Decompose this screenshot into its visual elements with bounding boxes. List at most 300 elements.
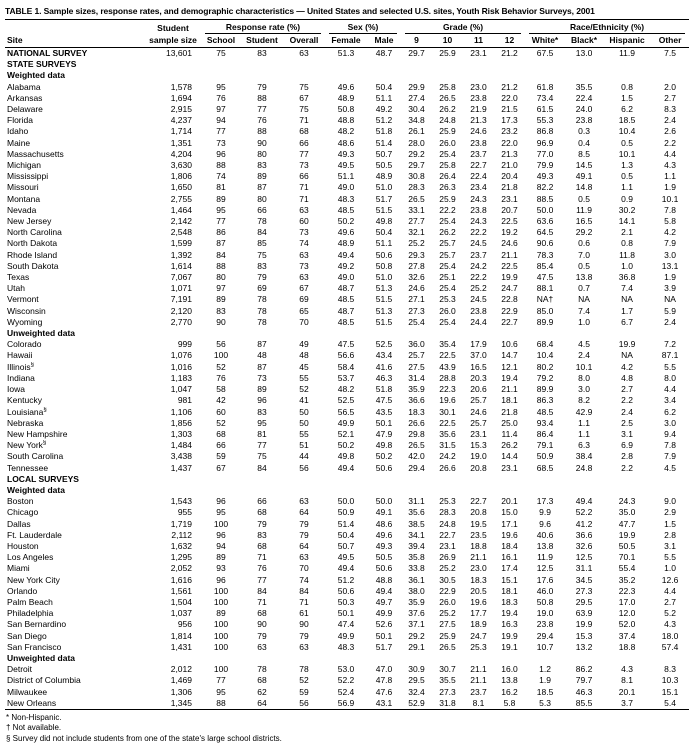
value-cell: 20.3 (470, 372, 487, 383)
value-cell: 22.0 (501, 137, 518, 148)
value-cell: 19.9 (501, 630, 518, 641)
site-cell: Idaho (7, 126, 29, 137)
value-cell: 66 (257, 204, 267, 215)
value-cell: 23.8 (470, 305, 487, 316)
value-cell: 48.2 (337, 384, 355, 395)
value-cell: 29.5 (575, 596, 593, 607)
value-cell: 100 (213, 518, 229, 529)
column-group-label: Race/Ethnicity (%) (529, 22, 685, 34)
value-cell: 10.4 (536, 350, 554, 361)
value-cell: 65 (299, 305, 309, 316)
value-cell: 63 (299, 272, 309, 283)
value-cell: 2.2 (621, 395, 633, 406)
site-cell: Palm Beach (7, 596, 53, 607)
site-cell: Miami (7, 563, 30, 574)
value-cell: 26.5 (408, 440, 425, 451)
value-cell: 36.0 (408, 339, 425, 350)
value-cell: 75 (257, 451, 267, 462)
site-cell: Hawaii (7, 350, 33, 361)
site-cell: Ft. Lauderdale (7, 529, 62, 540)
value-cell: 52.1 (337, 428, 355, 439)
value-cell: 42 (216, 395, 226, 406)
site-cell: Vermont (7, 294, 39, 305)
value-cell: 38.0 (408, 585, 425, 596)
value-cell: 50.2 (375, 451, 393, 462)
value-cell: 1,106 (170, 406, 192, 417)
value-cell: 49.6 (337, 81, 355, 92)
value-cell: 31.1 (575, 563, 593, 574)
footnote-marker: § (42, 440, 47, 447)
value-cell: 49.9 (337, 417, 355, 428)
value-cell: 10.6 (501, 339, 518, 350)
site-cell: Mississippi (7, 171, 49, 182)
value-cell: 24.4 (470, 316, 487, 327)
section-label: STATE SURVEYS (7, 59, 77, 70)
value-cell: 25.7 (470, 395, 487, 406)
value-cell: 50.0 (337, 496, 355, 507)
value-cell: 70 (299, 563, 309, 574)
value-cell: 68 (257, 507, 267, 518)
value-cell: 50.5 (618, 540, 636, 551)
value-cell: 25.3 (439, 496, 456, 507)
value-cell: 37.1 (408, 619, 425, 630)
value-cell: 26.5 (408, 193, 425, 204)
value-cell: 23.8 (575, 115, 593, 126)
column-header: Site (5, 34, 145, 48)
value-cell: 19.6 (501, 529, 518, 540)
value-cell: 2.7 (621, 384, 633, 395)
value-cell: 89 (216, 294, 226, 305)
value-cell: 94 (216, 115, 226, 126)
value-cell: 15.3 (470, 440, 487, 451)
value-cell: 13,601 (166, 48, 192, 58)
value-cell: NA (664, 294, 676, 305)
value-cell: 25.4 (439, 260, 456, 271)
value-cell: 18.3 (470, 574, 487, 585)
value-cell: 16.0 (501, 664, 518, 675)
value-cell: 50.1 (375, 630, 393, 641)
value-cell: 34.5 (575, 574, 593, 585)
value-cell: 3.0 (578, 384, 590, 395)
value-cell: 51.8 (375, 126, 393, 137)
value-cell: 74 (299, 574, 309, 585)
value-cell: 23.7 (470, 686, 487, 697)
value-cell: 80 (216, 272, 226, 283)
value-cell: 28.8 (439, 372, 456, 383)
table-row (5, 664, 689, 675)
value-cell: 2,120 (170, 305, 192, 316)
value-cell: 7.5 (664, 48, 676, 58)
value-cell: 19.5 (470, 518, 487, 529)
site-cell: NATIONAL SURVEY (7, 48, 88, 58)
value-cell: 77 (216, 216, 226, 227)
value-cell: 29.2 (575, 227, 593, 238)
value-cell: 24.3 (618, 496, 636, 507)
column-header: Other (651, 34, 689, 48)
value-cell: 83 (257, 160, 267, 171)
value-cell: 21.1 (470, 552, 487, 563)
value-cell: 27.8 (408, 260, 425, 271)
value-cell: 51.3 (375, 305, 393, 316)
value-cell: 63 (299, 641, 309, 652)
value-cell: 87 (257, 182, 267, 193)
value-cell: 19.9 (501, 272, 518, 283)
footnotes (5, 710, 689, 745)
value-cell: 0.7 (578, 283, 590, 294)
value-cell: 49.8 (375, 216, 393, 227)
value-cell: 18.3 (501, 596, 518, 607)
value-cell: 25.7 (439, 249, 456, 260)
value-cell: 3.7 (621, 697, 633, 708)
footnote-marker: § (30, 361, 34, 368)
value-cell: 10.1 (661, 193, 679, 204)
value-cell: 88.1 (536, 283, 554, 294)
value-cell: 1.1 (664, 171, 676, 182)
column-header: 12 (494, 34, 525, 48)
value-cell: 50.5 (375, 552, 393, 563)
value-cell: 48.7 (337, 305, 355, 316)
value-cell: 84 (257, 227, 267, 238)
table-row (5, 698, 689, 710)
value-cell: 4,204 (170, 148, 192, 159)
value-cell: 23.7 (470, 249, 487, 260)
value-cell: NA (621, 350, 633, 361)
value-cell: 21.3 (501, 148, 518, 159)
value-cell: 1.1 (578, 417, 590, 428)
value-cell: 36.1 (408, 574, 425, 585)
value-cell: 52.5 (337, 395, 355, 406)
value-cell: 13.8 (536, 540, 554, 551)
value-cell: 1,437 (170, 462, 192, 473)
table-row (5, 93, 689, 104)
value-cell: 100 (213, 641, 229, 652)
value-cell: 1,183 (170, 372, 192, 383)
value-cell: 9.9 (539, 507, 551, 518)
value-cell: 1,806 (170, 171, 192, 182)
value-cell: 1,047 (170, 384, 192, 395)
value-cell: 24.0 (575, 104, 593, 115)
value-cell: 87 (257, 339, 267, 350)
value-cell: 48.5 (337, 204, 355, 215)
value-cell: 7.9 (664, 238, 676, 249)
value-cell: 22.5 (439, 350, 456, 361)
value-cell: 10.1 (618, 148, 636, 159)
site-cell: Arkansas (7, 92, 43, 103)
value-cell: 63.9 (575, 608, 593, 619)
value-cell: 24.6 (501, 238, 518, 249)
value-cell: 49.1 (575, 171, 593, 182)
site-cell: Wisconsin (7, 305, 46, 316)
value-cell: 1,719 (170, 518, 192, 529)
value-cell: 49.1 (375, 507, 393, 518)
value-cell: 48 (257, 350, 267, 361)
value-cell: 1.1 (621, 182, 633, 193)
value-cell: 63 (299, 48, 309, 58)
value-cell: 7.0 (578, 249, 590, 260)
value-cell: 77 (216, 675, 226, 686)
value-cell: 15.1 (501, 574, 518, 585)
value-cell: 3.0 (664, 249, 676, 260)
value-cell: 10.1 (575, 361, 593, 372)
value-cell: 50.7 (337, 540, 355, 551)
value-cell: 1,076 (170, 350, 192, 361)
value-cell: 11.8 (619, 249, 635, 260)
value-cell: 17.7 (470, 608, 487, 619)
value-cell: 13.8 (575, 272, 593, 283)
value-cell: 2,052 (170, 563, 192, 574)
value-cell: 4.4 (664, 585, 676, 596)
value-cell: 49.6 (375, 529, 393, 540)
column-group-header (201, 20, 325, 35)
value-cell: 26.0 (439, 596, 456, 607)
value-cell: 1,306 (170, 686, 192, 697)
value-cell: 23.8 (536, 619, 554, 630)
value-cell: 50.1 (375, 417, 393, 428)
value-cell: 18.9 (470, 619, 487, 630)
value-cell: 4.3 (621, 664, 633, 675)
value-cell: 85.0 (536, 305, 554, 316)
value-cell: 25.2 (439, 608, 456, 619)
value-cell: 14.4 (501, 451, 518, 462)
value-cell: 50.9 (536, 451, 554, 462)
value-cell: 1,464 (170, 204, 192, 215)
value-cell: 67 (299, 92, 309, 103)
value-cell: 93 (216, 563, 226, 574)
value-cell: 30.8 (408, 171, 425, 182)
value-cell: 51.4 (337, 518, 355, 529)
site-cell: Colorado (7, 339, 42, 350)
value-cell: 52 (216, 417, 226, 428)
value-cell: 19.0 (470, 451, 487, 462)
value-cell: 28.3 (408, 182, 425, 193)
value-cell: 51.2 (337, 574, 355, 585)
value-cell: 28.3 (439, 507, 456, 518)
value-cell: 78 (257, 216, 267, 227)
value-cell: 32.4 (408, 686, 425, 697)
value-cell: 68 (299, 126, 309, 137)
value-cell: 48.3 (337, 641, 355, 652)
value-cell: 24.3 (470, 216, 487, 227)
value-cell: 79 (299, 529, 309, 540)
value-cell: 42.9 (575, 406, 593, 417)
value-cell: 24.2 (439, 451, 456, 462)
value-cell: 1,650 (170, 182, 192, 193)
value-cell: 12.5 (536, 563, 554, 574)
value-cell: 1.5 (664, 518, 676, 529)
value-cell: 24.7 (470, 630, 487, 641)
value-cell: 25.7 (439, 238, 456, 249)
value-cell: 51 (299, 440, 309, 451)
value-cell: 51.1 (375, 238, 393, 249)
value-cell: 35.4 (439, 339, 456, 350)
value-cell: 43.1 (375, 697, 393, 708)
value-cell: 21.1 (470, 664, 487, 675)
value-cell: 49.4 (375, 585, 393, 596)
value-cell: 3.9 (664, 283, 676, 294)
column-header: 9 (401, 34, 432, 48)
value-cell: 4.2 (621, 361, 633, 372)
value-cell: 90 (216, 316, 226, 327)
value-cell: 20.7 (501, 204, 518, 215)
value-cell: 50.6 (375, 249, 393, 260)
value-cell: 50.2 (337, 216, 355, 227)
value-cell: 25.7 (408, 350, 425, 361)
value-cell: 20.1 (618, 686, 636, 697)
value-cell: 22.3 (439, 384, 456, 395)
table-body (5, 48, 689, 710)
value-cell: 23.1 (470, 428, 487, 439)
column-header: 10 (432, 34, 463, 48)
value-cell: 30.1 (439, 406, 456, 417)
value-cell: 43.9 (439, 361, 456, 372)
value-cell: 23.7 (470, 148, 487, 159)
site-cell: Indiana (7, 372, 35, 383)
value-cell: 29.1 (408, 641, 425, 652)
value-cell: 8.3 (664, 104, 676, 115)
value-cell: 49.9 (337, 630, 355, 641)
value-cell: 10.4 (618, 126, 636, 137)
value-cell: 1,295 (170, 552, 192, 563)
value-cell: 50.6 (375, 563, 393, 574)
value-cell: 2.2 (664, 137, 676, 148)
site-cell: Iowa (7, 384, 25, 395)
value-cell: 1.5 (621, 92, 633, 103)
value-cell: 1,345 (170, 697, 192, 708)
value-cell: 1,856 (170, 417, 192, 428)
value-cell: 95 (216, 204, 226, 215)
value-cell: 49.2 (337, 260, 355, 271)
value-cell: 2.2 (621, 462, 633, 473)
value-cell: 40.6 (536, 529, 554, 540)
value-cell: 74 (216, 171, 226, 182)
value-cell: 79 (257, 518, 267, 529)
value-cell: 15.0 (501, 507, 518, 518)
table-row (5, 597, 689, 608)
value-cell: 2,770 (170, 316, 192, 327)
value-cell: 49.4 (337, 249, 355, 260)
value-cell: 22.7 (470, 496, 487, 507)
value-cell: 59 (299, 686, 309, 697)
value-cell: 21.5 (501, 104, 518, 115)
value-cell: 49.8 (375, 440, 393, 451)
column-group-label: Grade (%) (405, 22, 521, 34)
value-cell: 96 (257, 395, 267, 406)
value-cell: 26.2 (501, 440, 518, 451)
value-cell: 68.4 (536, 339, 554, 350)
value-cell: 87 (216, 238, 226, 249)
value-cell: 49.2 (375, 104, 393, 115)
value-cell: 100 (213, 619, 229, 630)
column-header: Overall (283, 34, 325, 48)
value-cell: 24.2 (470, 260, 487, 271)
value-cell: 49.5 (337, 160, 355, 171)
value-cell: 2.4 (621, 406, 633, 417)
value-cell: 5.5 (664, 552, 676, 563)
table-row (5, 563, 689, 574)
value-cell: 100 (213, 596, 229, 607)
value-cell: 96 (216, 496, 226, 507)
table-row (5, 395, 689, 406)
table-row (5, 306, 689, 317)
table-row (5, 48, 689, 60)
column-group-label: Response rate (%) (205, 22, 321, 34)
value-cell: 96 (216, 148, 226, 159)
value-cell: 50.4 (337, 529, 355, 540)
value-cell: 21.1 (470, 675, 487, 686)
value-cell: 1.9 (664, 182, 676, 193)
site-cell: Philadelphia (7, 608, 54, 619)
footnote: * Non-Hispanic. (6, 712, 62, 722)
value-cell: 26.6 (408, 417, 425, 428)
value-cell: 31.5 (439, 440, 456, 451)
value-cell: 14.5 (575, 160, 593, 171)
value-cell: 1,484 (170, 440, 192, 451)
value-cell: 79 (257, 630, 267, 641)
value-cell: 27.3 (575, 585, 593, 596)
table-row (5, 138, 689, 149)
value-cell: 51.0 (375, 272, 393, 283)
table-row (5, 160, 689, 171)
value-cell: 12.6 (661, 574, 679, 585)
value-cell: 8.3 (664, 664, 676, 675)
value-cell: 8.1 (621, 675, 633, 686)
value-cell: 52 (216, 361, 226, 372)
value-cell: 3.1 (621, 428, 633, 439)
value-cell: 956 (177, 619, 192, 630)
value-cell: 68 (257, 608, 267, 619)
value-cell: 73 (257, 372, 267, 383)
value-cell: 35.6 (408, 507, 425, 518)
site-cell: New Orleans (7, 697, 57, 708)
value-cell: 18.0 (661, 630, 679, 641)
value-cell: 55.4 (618, 563, 636, 574)
table-row (5, 608, 689, 619)
value-cell: 20.8 (470, 462, 487, 473)
value-cell: 89 (257, 384, 267, 395)
value-cell: 24.5 (470, 238, 487, 249)
value-cell: 23.8 (470, 92, 487, 103)
value-cell: 26.4 (439, 171, 456, 182)
value-cell: 74 (299, 238, 309, 249)
value-cell: 23.5 (470, 529, 487, 540)
value-cell: 25.2 (470, 283, 487, 294)
value-cell: 3.0 (664, 417, 676, 428)
value-cell: 86.4 (536, 428, 554, 439)
value-cell: 22.7 (439, 529, 456, 540)
value-cell: 35.9 (408, 596, 425, 607)
value-cell: 48.6 (337, 137, 355, 148)
value-cell: 79 (257, 272, 267, 283)
value-cell: 50.3 (337, 596, 355, 607)
value-cell: 21.9 (470, 104, 487, 115)
value-cell: 31.4 (408, 372, 425, 383)
value-cell: 17.6 (536, 574, 554, 585)
value-cell: 52.2 (337, 675, 355, 686)
value-cell: 78 (257, 664, 267, 675)
value-cell: 27.5 (408, 361, 425, 372)
site-cell: Milwaukee (7, 686, 48, 697)
column-header: Student (241, 34, 283, 48)
site-cell: Nebraska (7, 417, 44, 428)
value-cell: 2.6 (664, 126, 676, 137)
table-row (5, 507, 689, 518)
value-cell: 22.7 (470, 160, 487, 171)
value-cell: 88 (216, 697, 226, 708)
value-cell: 0.8 (621, 81, 633, 92)
value-cell: 5.8 (664, 216, 676, 227)
value-cell: 23.0 (470, 81, 487, 92)
value-cell: 25.4 (408, 316, 425, 327)
